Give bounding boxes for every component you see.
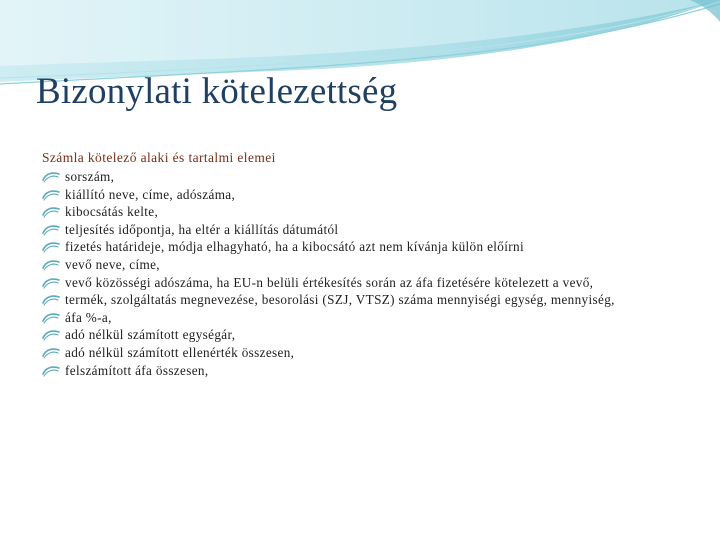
swoosh-bullet-icon <box>42 347 60 359</box>
list-item <box>42 309 682 327</box>
list-item <box>42 203 682 221</box>
list-item <box>42 238 682 256</box>
list-item-text: adó nélkül számított egységár, <box>65 327 236 343</box>
swoosh-bullet-icon <box>42 259 60 271</box>
swoosh-bullet-icon <box>42 171 60 183</box>
swoosh-bullet-icon <box>42 277 60 289</box>
list-item-text: áfa %-a, <box>65 309 112 325</box>
list-item-text: fizetés határideje, módja elhagyható, ha a kibocsátó azt nem kívánja külön előírni <box>65 239 524 255</box>
list-item-text: teljesítés időpontja, ha eltér a kiállítás dátumától <box>65 221 339 237</box>
list-item-text: felszámított áfa összesen, <box>65 362 209 378</box>
list-item-text: vevő közösségi adószáma, ha EU-n belüli értékesítés során az áfa fizetésére kötelezett a vevő, <box>65 274 594 290</box>
swoosh-bullet-icon <box>42 189 60 201</box>
swoosh-bullet-icon <box>42 329 60 341</box>
list-item <box>42 221 682 239</box>
list-item-text: kibocsátás kelte, <box>65 204 159 220</box>
requirement-list <box>42 168 682 379</box>
swoosh-bullet-icon <box>42 312 60 324</box>
list-item-text: vevő neve, címe, <box>65 256 160 272</box>
list-item-text: sorszám, <box>65 169 115 184</box>
swoosh-bullet-icon <box>42 206 60 218</box>
slide-title: Bizonylati kötelezettség <box>36 71 398 112</box>
swoosh-bullet-icon <box>42 365 60 377</box>
list-item <box>42 362 682 380</box>
swoosh-bullet-icon <box>42 241 60 253</box>
swoosh-bullet-icon <box>42 294 60 306</box>
swoosh-bullet-icon <box>42 224 60 236</box>
list-item-text: kiállító neve, címe, adószáma, <box>65 186 236 202</box>
list-item <box>42 168 682 186</box>
content-body <box>42 150 682 379</box>
list-item <box>42 274 682 292</box>
list-item <box>42 256 682 274</box>
list-item <box>42 186 682 204</box>
list-item-text: adó nélkül számított ellenérték összesen, <box>65 344 295 360</box>
list-item <box>42 326 682 344</box>
list-item <box>42 344 682 362</box>
list-item <box>42 291 682 309</box>
section-heading: Számla kötelező alaki és tartalmi elemei <box>42 150 276 165</box>
list-item-text: termék, szolgáltatás megnevezése, besorolási (SZJ, VTSZ) száma mennyiségi egység, mennyiség, <box>65 292 615 308</box>
